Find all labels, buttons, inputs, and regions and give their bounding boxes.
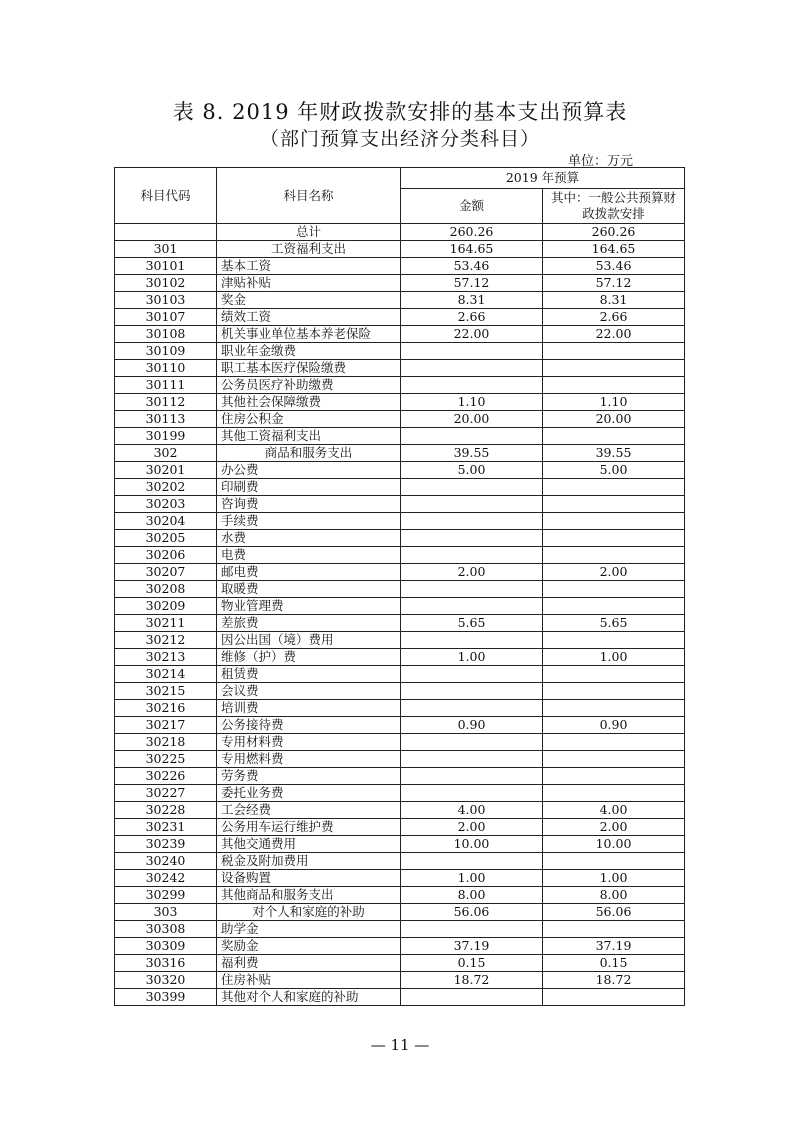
row-amount-cell: 10.00: [401, 836, 543, 853]
row-amount-cell: 1.00: [401, 649, 543, 666]
row-code-cell: 30202: [115, 479, 217, 496]
row-amount-cell: 0.15: [401, 955, 543, 972]
row-name-cell: 津贴补贴: [217, 275, 401, 292]
row-code-cell: 30216: [115, 700, 217, 717]
row-amount-cell: [401, 513, 543, 530]
row-general-cell: [543, 683, 685, 700]
table-row: [115, 955, 685, 972]
row-name-cell: 专用材料费: [217, 734, 401, 751]
row-amount-cell: 1.10: [401, 394, 543, 411]
row-name-cell: 职业年金缴费: [217, 343, 401, 360]
row-name-cell: 公务接待费: [217, 717, 401, 734]
table-row: [115, 938, 685, 955]
table-row: [115, 496, 685, 513]
row-amount-cell: 164.65: [401, 241, 543, 258]
row-code-cell: 30308: [115, 921, 217, 938]
row-name-cell: 助学金: [217, 921, 401, 938]
row-code-cell: 30399: [115, 989, 217, 1006]
row-name-cell: 劳务费: [217, 768, 401, 785]
row-name-cell: 绩效工资: [217, 309, 401, 326]
row-code-cell: 30103: [115, 292, 217, 309]
row-general-cell: [543, 428, 685, 445]
header-code: 科目代码: [115, 168, 217, 224]
row-general-cell: 1.00: [543, 649, 685, 666]
row-general-cell: 4.00: [543, 802, 685, 819]
row-code-cell: 30112: [115, 394, 217, 411]
row-code-cell: 30107: [115, 309, 217, 326]
row-code-cell: 30113: [115, 411, 217, 428]
row-name-cell: 基本工资: [217, 258, 401, 275]
table-row: [115, 615, 685, 632]
row-general-cell: 5.65: [543, 615, 685, 632]
table-row: [115, 462, 685, 479]
row-code-cell: 30110: [115, 360, 217, 377]
row-code-cell: [115, 224, 217, 241]
table-row: [115, 836, 685, 853]
row-general-cell: 18.72: [543, 972, 685, 989]
row-name-cell: 其他工资福利支出: [217, 428, 401, 445]
row-amount-cell: [401, 632, 543, 649]
table-row: [115, 360, 685, 377]
row-code-cell: 30212: [115, 632, 217, 649]
row-amount-cell: 2.66: [401, 309, 543, 326]
table-row: [115, 411, 685, 428]
row-general-cell: [543, 513, 685, 530]
category-row: [115, 241, 685, 258]
row-code-cell: 30109: [115, 343, 217, 360]
row-general-cell: [543, 547, 685, 564]
row-general-cell: 0.90: [543, 717, 685, 734]
row-name-cell: 电费: [217, 547, 401, 564]
row-general-cell: [543, 343, 685, 360]
row-name-cell: 公务用车运行维护费: [217, 819, 401, 836]
row-code-cell: 30215: [115, 683, 217, 700]
row-amount-cell: [401, 768, 543, 785]
row-amount-cell: 5.00: [401, 462, 543, 479]
row-amount-cell: 0.90: [401, 717, 543, 734]
row-amount-cell: 37.19: [401, 938, 543, 955]
row-amount-cell: 53.46: [401, 258, 543, 275]
table-row: [115, 717, 685, 734]
row-amount-cell: 1.00: [401, 870, 543, 887]
header-general-public: 其中：一般公共预算财政拨款安排: [543, 189, 685, 224]
row-code-cell: 30213: [115, 649, 217, 666]
row-name-cell: 专用燃料费: [217, 751, 401, 768]
table-row: [115, 785, 685, 802]
row-general-cell: [543, 666, 685, 683]
row-name-cell: 商品和服务支出: [217, 445, 401, 462]
row-amount-cell: [401, 428, 543, 445]
header-year-budget: 2019 年预算: [401, 168, 685, 189]
row-name-cell: 工资福利支出: [217, 241, 401, 258]
table-row: [115, 258, 685, 275]
row-amount-cell: 20.00: [401, 411, 543, 428]
row-name-cell: 培训费: [217, 700, 401, 717]
row-amount-cell: 57.12: [401, 275, 543, 292]
row-code-cell: 30227: [115, 785, 217, 802]
row-general-cell: 8.00: [543, 887, 685, 904]
row-name-cell: 其他社会保障缴费: [217, 394, 401, 411]
row-amount-cell: [401, 377, 543, 394]
row-general-cell: 1.10: [543, 394, 685, 411]
row-name-cell: 其他交通费用: [217, 836, 401, 853]
table-row: [115, 564, 685, 581]
row-general-cell: 56.06: [543, 904, 685, 921]
row-general-cell: [543, 530, 685, 547]
row-name-cell: 手续费: [217, 513, 401, 530]
row-code-cell: 30201: [115, 462, 217, 479]
row-code-cell: 30228: [115, 802, 217, 819]
table-row: [115, 921, 685, 938]
row-name-cell: 物业管理费: [217, 598, 401, 615]
row-name-cell: 取暖费: [217, 581, 401, 598]
row-amount-cell: 2.00: [401, 819, 543, 836]
row-general-cell: [543, 377, 685, 394]
table-row: [115, 683, 685, 700]
row-general-cell: [543, 734, 685, 751]
row-code-cell: 30231: [115, 819, 217, 836]
document-subtitle: （部门预算支出经济分类科目）: [259, 128, 540, 150]
row-name-cell: 印刷费: [217, 479, 401, 496]
row-code-cell: 30102: [115, 275, 217, 292]
row-amount-cell: 18.72: [401, 972, 543, 989]
table-row: [115, 598, 685, 615]
table-row: [115, 768, 685, 785]
budget-table: [114, 167, 685, 1006]
row-amount-cell: [401, 700, 543, 717]
row-code-cell: 30203: [115, 496, 217, 513]
row-amount-cell: [401, 343, 543, 360]
row-general-cell: 22.00: [543, 326, 685, 343]
row-amount-cell: 22.00: [401, 326, 543, 343]
row-name-cell: 咨询费: [217, 496, 401, 513]
header-name: 科目名称: [217, 168, 401, 224]
table-row: [115, 853, 685, 870]
row-code-cell: 30101: [115, 258, 217, 275]
table-row: [115, 734, 685, 751]
row-amount-cell: [401, 496, 543, 513]
total-row: [115, 224, 685, 241]
row-code-cell: 30207: [115, 564, 217, 581]
row-amount-cell: [401, 921, 543, 938]
row-code-cell: 30239: [115, 836, 217, 853]
row-name-cell: 工会经费: [217, 802, 401, 819]
row-amount-cell: [401, 989, 543, 1006]
table-row: [115, 751, 685, 768]
table-row: [115, 632, 685, 649]
row-general-cell: [543, 632, 685, 649]
row-general-cell: 20.00: [543, 411, 685, 428]
table-row: [115, 989, 685, 1006]
row-amount-cell: [401, 751, 543, 768]
row-name-cell: 福利费: [217, 955, 401, 972]
row-general-cell: 2.00: [543, 819, 685, 836]
row-amount-cell: 260.26: [401, 224, 543, 241]
row-general-cell: 37.19: [543, 938, 685, 955]
row-general-cell: [543, 768, 685, 785]
category-row: [115, 445, 685, 462]
table-row: [115, 530, 685, 547]
row-name-cell: 奖金: [217, 292, 401, 309]
table-row: [115, 513, 685, 530]
table-row: [115, 309, 685, 326]
row-amount-cell: [401, 479, 543, 496]
page-number: — 11 —: [370, 1036, 430, 1054]
row-name-cell: 设备购置: [217, 870, 401, 887]
row-code-cell: 30214: [115, 666, 217, 683]
row-amount-cell: 4.00: [401, 802, 543, 819]
row-name-cell: 公务员医疗补助缴费: [217, 377, 401, 394]
row-code-cell: 30206: [115, 547, 217, 564]
row-code-cell: 303: [115, 904, 217, 921]
row-amount-cell: 2.00: [401, 564, 543, 581]
table-row: [115, 972, 685, 989]
row-general-cell: [543, 479, 685, 496]
row-code-cell: 30226: [115, 768, 217, 785]
row-code-cell: 30205: [115, 530, 217, 547]
table-row: [115, 547, 685, 564]
row-general-cell: [543, 360, 685, 377]
row-code-cell: 30204: [115, 513, 217, 530]
row-code-cell: 302: [115, 445, 217, 462]
row-code-cell: 30240: [115, 853, 217, 870]
row-amount-cell: 8.00: [401, 887, 543, 904]
row-amount-cell: 56.06: [401, 904, 543, 921]
row-name-cell: 机关事业单位基本养老保险: [217, 326, 401, 343]
row-amount-cell: 5.65: [401, 615, 543, 632]
table-row: [115, 887, 685, 904]
row-name-cell: 委托业务费: [217, 785, 401, 802]
row-name-cell: 其他对个人和家庭的补助: [217, 989, 401, 1006]
row-name-cell: 总计: [217, 224, 401, 241]
row-general-cell: 10.00: [543, 836, 685, 853]
row-general-cell: [543, 785, 685, 802]
row-general-cell: [543, 751, 685, 768]
table-row: [115, 581, 685, 598]
unit-label: 单位：万元: [568, 154, 634, 169]
table-row: [115, 343, 685, 360]
row-name-cell: 维修（护）费: [217, 649, 401, 666]
row-name-cell: 对个人和家庭的补助: [217, 904, 401, 921]
row-name-cell: 因公出国（境）费用: [217, 632, 401, 649]
table-row: [115, 870, 685, 887]
row-general-cell: 1.00: [543, 870, 685, 887]
row-general-cell: 8.31: [543, 292, 685, 309]
row-amount-cell: [401, 530, 543, 547]
table-row: [115, 802, 685, 819]
table-row: [115, 479, 685, 496]
row-amount-cell: 8.31: [401, 292, 543, 309]
table-row: [115, 326, 685, 343]
row-name-cell: 奖励金: [217, 938, 401, 955]
row-general-cell: [543, 581, 685, 598]
row-name-cell: 其他商品和服务支出: [217, 887, 401, 904]
row-general-cell: 2.00: [543, 564, 685, 581]
row-general-cell: 0.15: [543, 955, 685, 972]
row-amount-cell: [401, 683, 543, 700]
row-general-cell: [543, 598, 685, 615]
row-code-cell: 30217: [115, 717, 217, 734]
table-row: [115, 394, 685, 411]
table-row: [115, 292, 685, 309]
row-name-cell: 差旅费: [217, 615, 401, 632]
row-amount-cell: [401, 734, 543, 751]
row-code-cell: 301: [115, 241, 217, 258]
row-name-cell: 办公费: [217, 462, 401, 479]
row-code-cell: 30316: [115, 955, 217, 972]
row-amount-cell: [401, 853, 543, 870]
row-general-cell: [543, 989, 685, 1006]
row-code-cell: 30218: [115, 734, 217, 751]
row-name-cell: 水费: [217, 530, 401, 547]
row-general-cell: 2.66: [543, 309, 685, 326]
row-code-cell: 30320: [115, 972, 217, 989]
row-name-cell: 税金及附加费用: [217, 853, 401, 870]
row-code-cell: 30111: [115, 377, 217, 394]
row-general-cell: 53.46: [543, 258, 685, 275]
row-general-cell: 57.12: [543, 275, 685, 292]
header-amount: 金额: [401, 189, 543, 224]
row-code-cell: 30299: [115, 887, 217, 904]
row-general-cell: 164.65: [543, 241, 685, 258]
category-row: [115, 904, 685, 921]
row-general-cell: [543, 496, 685, 513]
row-code-cell: 30108: [115, 326, 217, 343]
row-code-cell: 30309: [115, 938, 217, 955]
row-general-cell: [543, 853, 685, 870]
row-amount-cell: [401, 547, 543, 564]
row-name-cell: 住房补贴: [217, 972, 401, 989]
row-name-cell: 住房公积金: [217, 411, 401, 428]
row-name-cell: 邮电费: [217, 564, 401, 581]
document-title: 表 8. 2019 年财政拨款安排的基本支出预算表: [172, 100, 628, 124]
row-general-cell: [543, 700, 685, 717]
table-row: [115, 666, 685, 683]
row-code-cell: 30211: [115, 615, 217, 632]
table-row: [115, 428, 685, 445]
row-general-cell: 260.26: [543, 224, 685, 241]
table-row: [115, 649, 685, 666]
row-amount-cell: 39.55: [401, 445, 543, 462]
row-code-cell: 30242: [115, 870, 217, 887]
row-general-cell: [543, 921, 685, 938]
table-row: [115, 377, 685, 394]
row-amount-cell: [401, 360, 543, 377]
row-general-cell: 5.00: [543, 462, 685, 479]
row-general-cell: 39.55: [543, 445, 685, 462]
row-code-cell: 30209: [115, 598, 217, 615]
header-row-1: [115, 168, 685, 189]
table-row: [115, 700, 685, 717]
row-amount-cell: [401, 666, 543, 683]
row-name-cell: 租赁费: [217, 666, 401, 683]
row-amount-cell: [401, 598, 543, 615]
row-code-cell: 30199: [115, 428, 217, 445]
row-code-cell: 30208: [115, 581, 217, 598]
row-amount-cell: [401, 581, 543, 598]
table-row: [115, 819, 685, 836]
row-amount-cell: [401, 785, 543, 802]
row-code-cell: 30225: [115, 751, 217, 768]
row-name-cell: 会议费: [217, 683, 401, 700]
row-name-cell: 职工基本医疗保险缴费: [217, 360, 401, 377]
table-row: [115, 275, 685, 292]
